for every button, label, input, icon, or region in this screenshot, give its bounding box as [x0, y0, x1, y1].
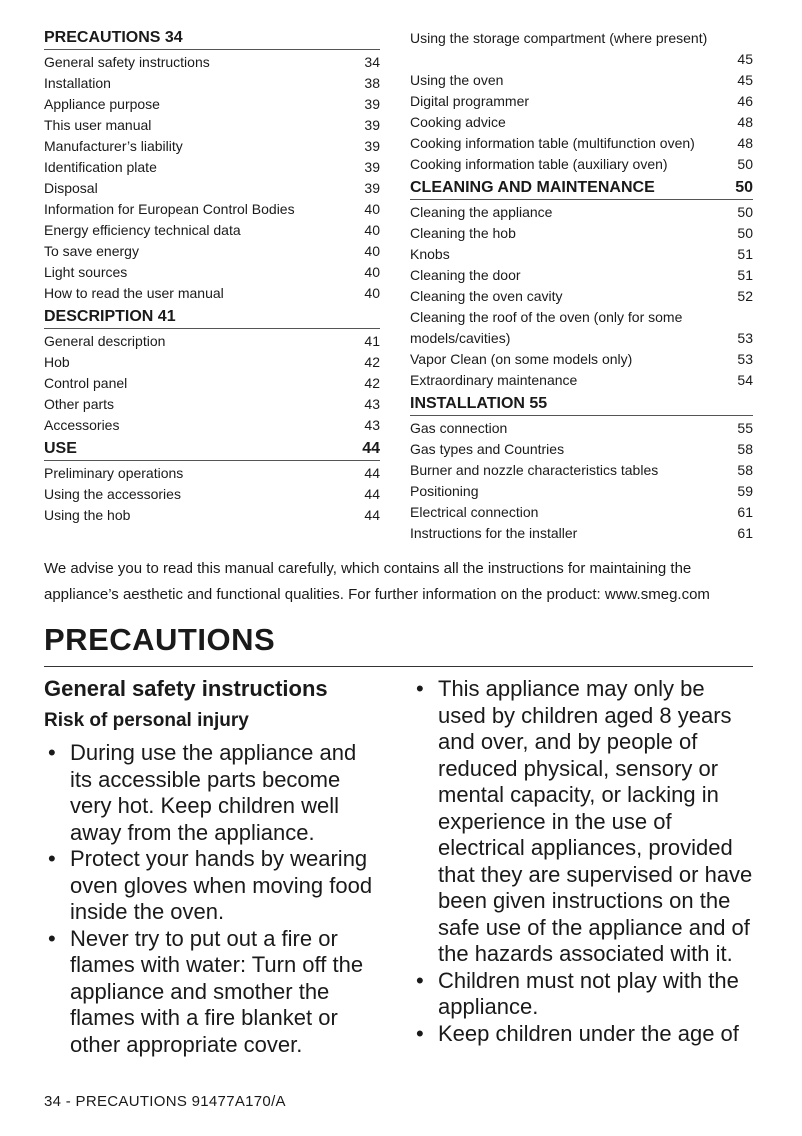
- toc-entry-row: [410, 328, 753, 349]
- toc-section-title: PRECAUTIONS 34: [44, 29, 183, 46]
- toc-entry-page: 39: [364, 180, 380, 196]
- left-bullet-list: [44, 740, 384, 1058]
- toc-entry: [44, 157, 380, 178]
- toc-entry-label: General description: [44, 333, 166, 349]
- toc-entry-label: How to read the user manual: [44, 285, 224, 301]
- toc-entry: [410, 286, 753, 307]
- toc-entry-label: Vapor Clean (on some models only): [410, 351, 633, 367]
- toc-entry: [44, 115, 380, 136]
- toc-entry-page: 39: [364, 138, 380, 154]
- toc-entry-page: 61: [737, 525, 753, 541]
- toc-entry-label: Cleaning the door: [410, 267, 521, 283]
- advise-paragraph: We advise you to read this manual carefully, which contains all the instructions for maintaining the appliance’s aesthetic and functional qualities. For further information on the product: www.smeg.com: [44, 560, 710, 603]
- toc-entry: [44, 241, 380, 262]
- toc-entry-label: Cleaning the appliance: [410, 204, 553, 220]
- toc-entry: [44, 331, 380, 352]
- toc-entry-label: Cleaning the roof of the oven (only for some: [410, 309, 683, 325]
- toc-entry-page: 43: [364, 396, 380, 412]
- toc-entry-label: Information for European Control Bodies: [44, 201, 295, 217]
- toc-entry: [44, 283, 380, 304]
- risk-heading: Risk of personal injury: [44, 710, 249, 731]
- toc-entry-label: Installation: [44, 75, 111, 91]
- toc-entry-label: Cleaning the hob: [410, 225, 516, 241]
- toc-entry-page: 59: [737, 483, 753, 499]
- toc-entry-label: Identification plate: [44, 159, 157, 175]
- toc-entry-page: 40: [364, 264, 380, 280]
- toc-entry-label: General safety instructions: [44, 54, 210, 70]
- toc-entry-page: 50: [737, 204, 753, 220]
- toc-entry-page: 44: [364, 486, 380, 502]
- toc-entry: [410, 265, 753, 286]
- toc-entry-page: 42: [364, 354, 380, 370]
- toc-entry: [44, 220, 380, 241]
- toc-left-column: [44, 28, 380, 526]
- toc-right-column: [410, 28, 753, 544]
- toc-entry: [410, 70, 753, 91]
- toc-entry: [44, 136, 380, 157]
- toc-entry: [44, 415, 380, 436]
- toc-entry: [410, 523, 753, 544]
- toc-entry-label: Cooking information table (auxiliary oven): [410, 156, 668, 172]
- toc-entry-label: Energy efficiency technical data: [44, 222, 241, 238]
- toc-entry-row: [410, 49, 753, 70]
- toc-section-heading: [44, 439, 380, 461]
- toc-entry: [410, 370, 753, 391]
- toc-entry-page: 46: [737, 93, 753, 109]
- toc-entry-page: 45: [737, 51, 753, 67]
- toc-entry-page: 54: [737, 372, 753, 388]
- right-bullet-list: [412, 676, 757, 1047]
- toc-entry: [44, 178, 380, 199]
- toc-entry-page: 58: [737, 462, 753, 478]
- toc-entry-label: Positioning: [410, 483, 479, 499]
- page-footer: 34 - PRECAUTIONS 91477A170/A: [44, 1093, 286, 1110]
- toc-entry: [44, 394, 380, 415]
- toc-entry: [410, 91, 753, 112]
- toc-entry-page: 58: [737, 441, 753, 457]
- toc-section-title: CLEANING AND MAINTENANCE: [410, 179, 655, 196]
- toc-section-title: DESCRIPTION 41: [44, 308, 176, 325]
- toc-section-title: INSTALLATION 55: [410, 395, 548, 412]
- toc-entry: [410, 418, 753, 439]
- toc-entry: [44, 199, 380, 220]
- toc-section-page: 50: [735, 179, 753, 196]
- section-title: PRECAUTIONS: [44, 622, 276, 657]
- toc-entry: [410, 439, 753, 460]
- toc-section-heading: [410, 178, 753, 200]
- toc-entry-label: Instructions for the installer: [410, 525, 578, 541]
- toc-entry-page: 39: [364, 159, 380, 175]
- toc-entry-label: Gas connection: [410, 420, 508, 436]
- toc-entry-label: This user manual: [44, 117, 152, 133]
- toc-section-heading: [44, 307, 380, 329]
- toc-entry-label: Disposal: [44, 180, 98, 196]
- toc-entry-page: 51: [737, 246, 753, 262]
- toc-entry-page: 48: [737, 135, 753, 151]
- toc-entry-page: 50: [737, 156, 753, 172]
- toc-entry-page: 40: [364, 285, 380, 301]
- toc-entry-label: Accessories: [44, 417, 120, 433]
- bullet-item: • This appliance may only be used by children aged 8 years and over, and by people of reduced physical, sensory or mental capacity, or lacking in experience in the use of electrical appliances, provided that they are supervised or have been given instructions on the safe use of the appliance and of the hazards associated with it.: [412, 676, 757, 968]
- toc-entry-page: 41: [364, 333, 380, 349]
- toc-entry: [44, 352, 380, 373]
- toc-entry: [44, 463, 380, 484]
- toc-entry-page: 43: [364, 417, 380, 433]
- toc-entry-label: Manufacturer’s liability: [44, 138, 183, 154]
- toc-entry-label-cont: models/cavities): [410, 330, 511, 346]
- toc-entry-label: Using the hob: [44, 507, 131, 523]
- toc-entry: [410, 502, 753, 523]
- toc-entry-label: Extraordinary maintenance: [410, 372, 578, 388]
- bullet-item: • Keep children under the age of: [412, 1021, 757, 1048]
- toc-entry-label: Light sources: [44, 264, 128, 280]
- toc-entry-page: 53: [737, 330, 753, 346]
- toc-entry: [410, 460, 753, 481]
- toc-entry: [44, 73, 380, 94]
- toc-entry-page: 51: [737, 267, 753, 283]
- toc-entry-label: Control panel: [44, 375, 128, 391]
- toc-entry-page: 38: [364, 75, 380, 91]
- toc-entry-page: 44: [364, 465, 380, 481]
- toc-entry-page: 48: [737, 114, 753, 130]
- toc-entry: [410, 133, 753, 154]
- toc-entry-page: 53: [737, 351, 753, 367]
- toc-entry: [44, 373, 380, 394]
- toc-entry-page: 42: [364, 375, 380, 391]
- subsection-title: General safety instructions: [44, 676, 328, 701]
- toc-entry-page: 50: [737, 225, 753, 241]
- toc-entry-page: 40: [364, 201, 380, 217]
- toc-entry-label: Other parts: [44, 396, 115, 412]
- toc-entry-label: Gas types and Countries: [410, 441, 565, 457]
- bullet-item: • During use the appliance and its accessible parts become very hot. Keep children well away from the appliance.: [44, 740, 384, 846]
- toc-entry-label: Cooking information table (multifunction oven): [410, 135, 695, 151]
- toc-entry-label: Digital programmer: [410, 93, 530, 109]
- toc-entry: [410, 307, 753, 349]
- toc-entry-label: Appliance purpose: [44, 96, 160, 112]
- toc-entry-label: Using the storage compartment (where present): [410, 30, 708, 46]
- toc-entry: [410, 112, 753, 133]
- toc-entry: [44, 52, 380, 73]
- toc-entry-page: 61: [737, 504, 753, 520]
- toc-entry-label: Cooking advice: [410, 114, 506, 130]
- toc-entry-page: 39: [364, 117, 380, 133]
- body-left-column: [44, 674, 384, 1058]
- bullet-item: • Never try to put out a fire or flames with water: Turn off the appliance and smother the flames with a fire blanket or other appropriate cover.: [44, 926, 384, 1059]
- toc-entry-page: 40: [364, 222, 380, 238]
- toc-entry: [44, 505, 380, 526]
- toc-entry-label: Electrical connection: [410, 504, 539, 520]
- toc-entry-page: 34: [364, 54, 380, 70]
- toc-entry: [410, 154, 753, 175]
- toc-entry: [410, 481, 753, 502]
- toc-entry-page: 39: [364, 96, 380, 112]
- toc-entry-page: 45: [737, 72, 753, 88]
- toc-entry: [410, 244, 753, 265]
- toc-entry: [410, 223, 753, 244]
- toc-entry: [44, 94, 380, 115]
- toc-section-page: 44: [362, 440, 380, 457]
- bullet-item: • Children must not play with the appliance.: [412, 968, 757, 1021]
- toc-entry: [410, 28, 753, 70]
- toc-entry-label: Hob: [44, 354, 70, 370]
- toc-entry-page: 44: [364, 507, 380, 523]
- toc-entry-label: Preliminary operations: [44, 465, 184, 481]
- toc-section-title: USE: [44, 440, 77, 457]
- toc-entry-page: 40: [364, 243, 380, 259]
- toc-entry-page: 52: [737, 288, 753, 304]
- toc-entry-label: Burner and nozzle characteristics tables: [410, 462, 659, 478]
- toc-entry-label: Using the accessories: [44, 486, 181, 502]
- toc-entry-label: To save energy: [44, 243, 139, 259]
- body-right-column: [412, 676, 757, 1047]
- toc-section-heading: [44, 28, 380, 50]
- toc-entry-page: 55: [737, 420, 753, 436]
- toc-entry: [410, 202, 753, 223]
- toc-entry-label: Knobs: [410, 246, 450, 262]
- toc-entry-label: Cleaning the oven cavity: [410, 288, 563, 304]
- bullet-item: • Protect your hands by wearing oven gloves when moving food inside the oven.: [44, 846, 384, 926]
- toc-entry: [44, 262, 380, 283]
- toc-entry: [44, 484, 380, 505]
- toc-section-heading: [410, 394, 753, 416]
- title-divider: [44, 666, 753, 667]
- toc-entry-label: Using the oven: [410, 72, 504, 88]
- toc-entry: [410, 349, 753, 370]
